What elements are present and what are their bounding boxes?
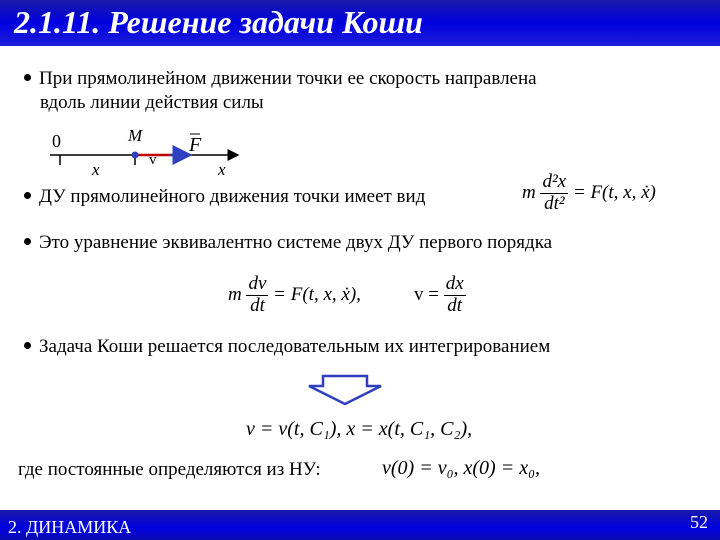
frac-numerator: dv — [248, 273, 267, 294]
bullet-dot — [24, 342, 31, 349]
frac-denominator: dt — [246, 295, 268, 317]
system-eq-position — [414, 274, 466, 317]
frac-denominator: dt² — [540, 193, 568, 215]
axis-x-label: x — [218, 160, 226, 179]
velocity-derivative — [246, 274, 268, 317]
equation-rhs: = F(t, x, ẋ), — [273, 283, 361, 305]
position-derivative — [444, 274, 466, 317]
system-eq-velocity — [228, 274, 361, 317]
bullet-dot — [24, 192, 31, 199]
second-derivative — [540, 172, 568, 215]
down-block-arrow-icon — [305, 374, 385, 406]
bullet-4 — [24, 336, 550, 358]
bullet-2 — [24, 186, 425, 208]
coordinate-x-label: x — [92, 160, 100, 179]
initial-conditions-equation: v(0) = v₀, x(0) = x₀, — [382, 457, 541, 479]
point-m-marker — [132, 152, 139, 159]
frac-numerator: d²x — [542, 171, 567, 192]
mass-symbol: m — [522, 181, 536, 203]
initial-conditions-text: где постоянные определяются из НУ: — [18, 459, 321, 480]
bullet-3-text: Это уравнение эквивалентно системе двух ДУ первого порядка — [39, 232, 553, 253]
bullet-dot — [24, 74, 31, 81]
point-m-label: M — [128, 126, 143, 145]
footer-section: 2. ДИНАМИКА — [8, 517, 132, 537]
bullet-4-text: Задача Коши решается последовательным их интегрированием — [39, 336, 551, 357]
title-bar — [0, 0, 720, 46]
bullet-1 — [24, 68, 537, 90]
origin-label: 0 — [52, 131, 61, 151]
bullet-1-line-2: вдоль линии действия силы — [40, 92, 264, 113]
slide-title: 2.1.11. Решение задачи Коши — [14, 4, 423, 40]
footer-bar — [0, 510, 720, 540]
equation-rhs: = F(t, x, ẋ) — [572, 181, 656, 203]
bullet-1-line-1: При прямолинейном движении точки ее скорость направлена — [39, 68, 537, 89]
bullet-3 — [24, 232, 552, 254]
bullet-2-text: ДУ прямолинейного движения точки имеет вид — [39, 186, 426, 207]
velocity-label: v — [149, 152, 157, 168]
force-label: F — [189, 134, 202, 156]
frac-denominator: dt — [444, 295, 466, 317]
page-number: 52 — [690, 512, 708, 532]
mass-symbol: m — [228, 283, 242, 305]
solution-equation: v = v(t, C₁), x = x(t, C₁, C₂), — [246, 418, 473, 440]
equation-motion — [522, 172, 656, 215]
bullet-dot — [24, 238, 31, 245]
frac-numerator: dx — [445, 273, 464, 294]
equation-lhs: v = — [414, 283, 439, 305]
